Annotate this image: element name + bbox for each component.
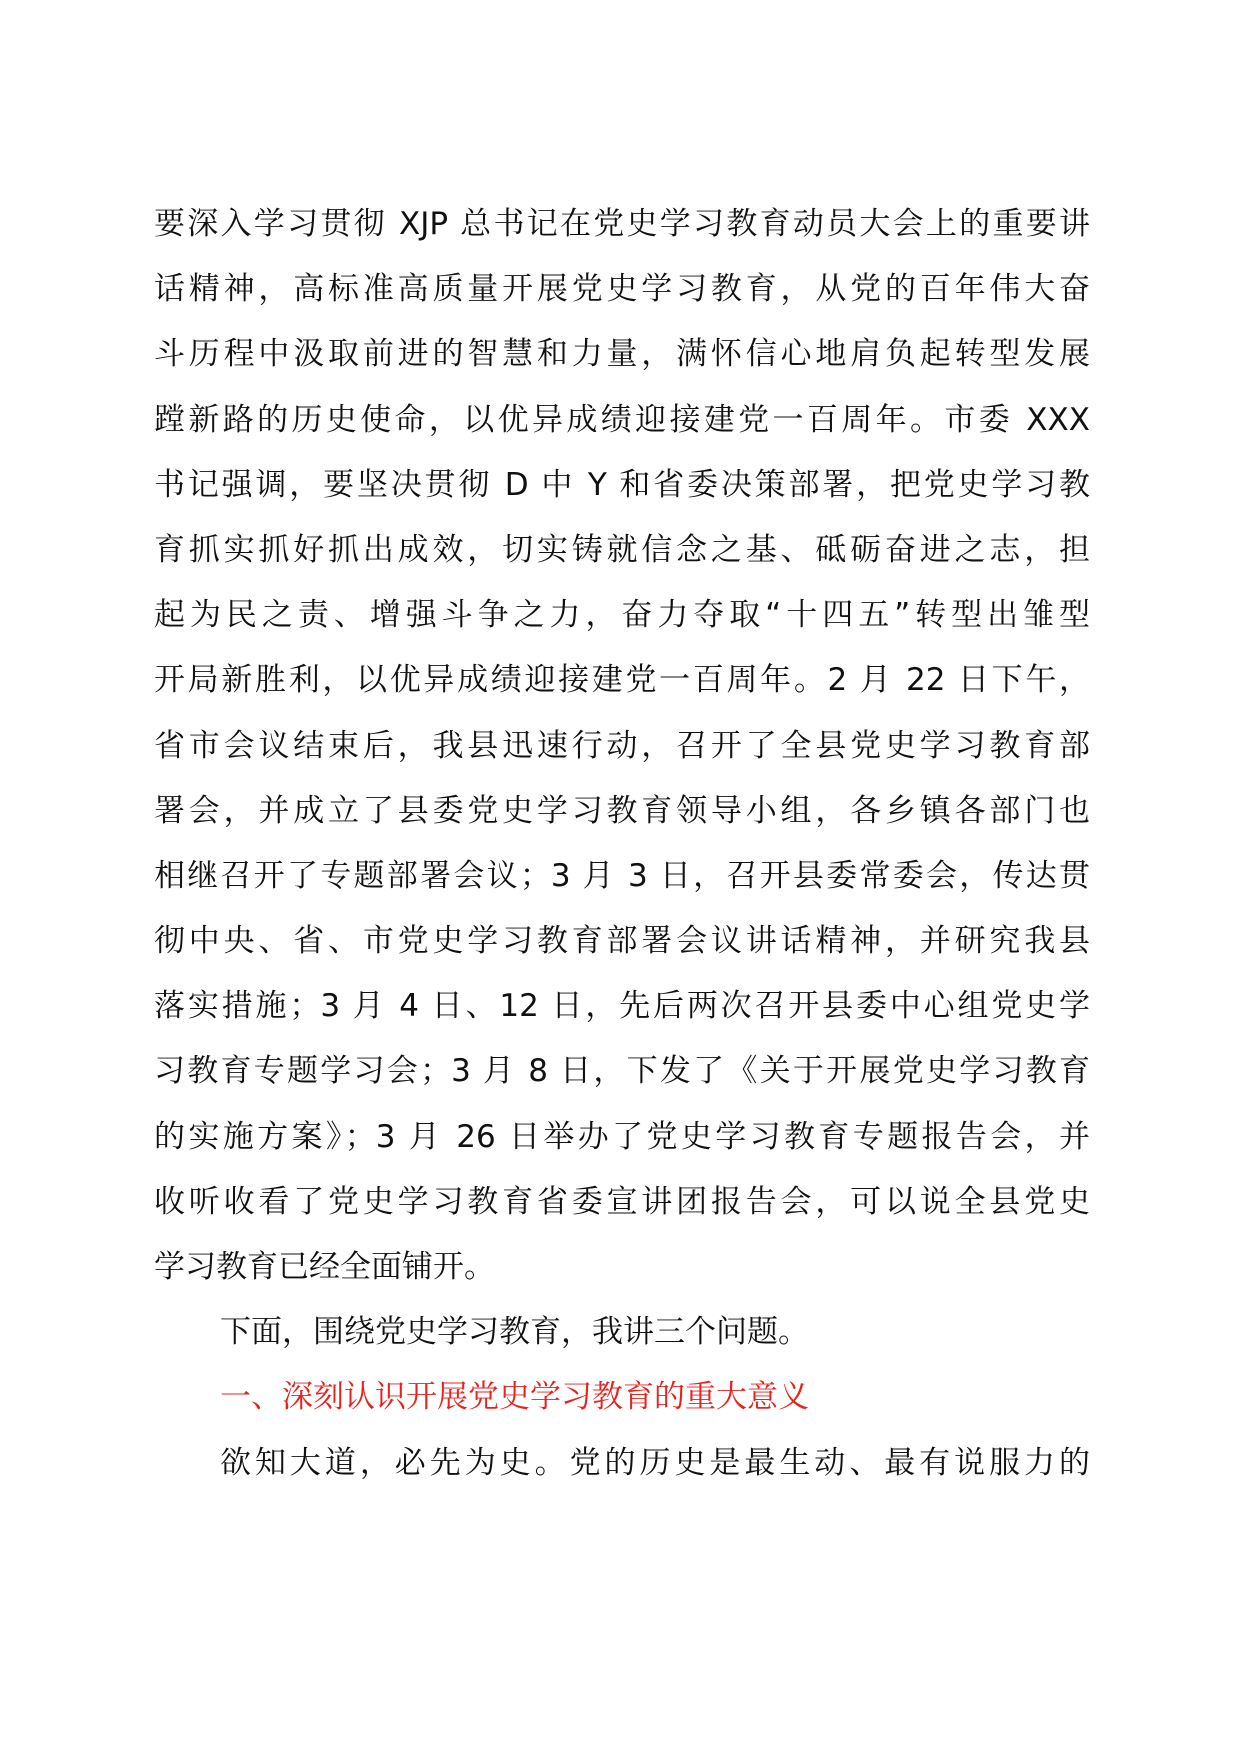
body-line: 要深入学习贯彻 XJP 总书记在党史学习教育动员大会上的重要讲	[154, 206, 1090, 242]
body-line: 习教育专题学习会；3 月 8 日，下发了《关于开展党史学习教育	[154, 1053, 1090, 1090]
body-line: 书记强调，要坚决贯彻 D 中 Y 和省委决策部署，把党史学习教	[154, 466, 1090, 503]
body-line: 学习教育已经全面铺开。	[154, 1249, 495, 1285]
body-line: 相继召开了专题部署会议；3 月 3 日，召开县委常委会，传达贯	[154, 857, 1090, 894]
body-line: 彻中央、省、市党史学习教育部署会议讲话精神，并研究我县	[154, 923, 1090, 960]
body-line: 署会，并成立了县委党史学习教育领导小组，各乡镇各部门也	[154, 792, 1090, 829]
body-line: 开局新胜利，以优异成绩迎接建党一百周年。2 月 22 日下午，	[154, 662, 1090, 699]
intro-paragraph: 下面，围绕党史学习教育，我讲三个问题。	[220, 1314, 809, 1351]
body-line: 斗历程中汲取前进的智慧和力量，满怀信心地肩负起转型发展	[154, 336, 1090, 373]
body-line: 话精神，高标准高质量开展党史学习教育，从党的百年伟大奋	[154, 271, 1090, 308]
body-line: 落实措施；3 月 4 日、12 日，先后两次召开县委中心组党史学	[154, 988, 1090, 1025]
body-line: 欲知大道，必先为史。党的历史是最生动、最有说服力的	[220, 1444, 1090, 1481]
body-line: 收听收看了党史学习教育省委宣讲团报告会，可以说全县党史	[154, 1183, 1090, 1220]
body-line: 的实施方案》；3 月 26 日举办了党史学习教育专题报告会，并	[154, 1118, 1090, 1155]
body-line: 省市会议结束后，我县迅速行动，召开了全县党史学习教育部	[154, 727, 1090, 764]
body-line: 蹚新路的历史使命，以优异成绩迎接建党一百周年。市委 XXX	[154, 401, 1090, 438]
body-line: 起为民之责、增强斗争之力，奋力夺取“十四五”转型出雏型	[154, 597, 1090, 634]
section-heading: 一、深刻认识开展党史学习教育的重大意义	[220, 1379, 809, 1416]
body-line: 育抓实抓好抓出成效，切实铸就信念之基、砥砺奋进之志，担	[154, 531, 1090, 568]
document-body	[154, 192, 1090, 1496]
